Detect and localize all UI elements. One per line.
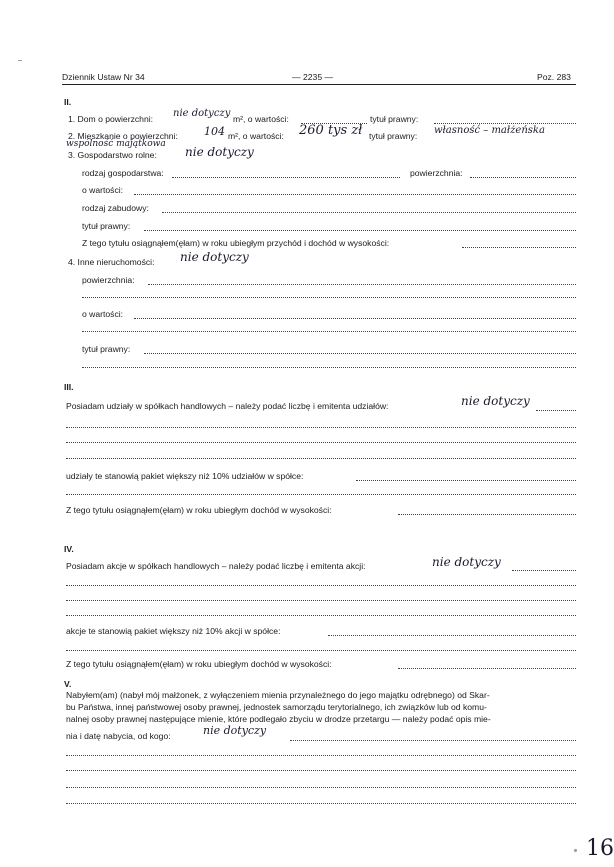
other-property-handwritten: nie dotyczy xyxy=(180,250,249,264)
acquired-field xyxy=(290,740,576,741)
other-value-label: o wartości: xyxy=(82,309,124,319)
acquired-field-2 xyxy=(66,755,576,756)
flat-title-label: tytuł prawny: xyxy=(369,131,418,141)
acquired-field-4 xyxy=(66,787,576,788)
section-5-heading: V. xyxy=(64,679,72,689)
other-area-field xyxy=(148,284,576,285)
shares-income-field xyxy=(398,514,576,515)
farm-label: 3. Gospodarstwo rolne: xyxy=(68,150,157,160)
stocks-field-2 xyxy=(66,585,576,586)
house-value-label: m², o wartości: xyxy=(233,114,289,124)
other-title-field xyxy=(144,353,576,354)
acquired-field-3 xyxy=(66,770,576,771)
acquired-line-4: nia i datę nabycia, od kogo: xyxy=(66,731,171,741)
house-title-field xyxy=(434,123,576,124)
farm-type-field xyxy=(172,177,400,178)
stocks-field xyxy=(512,570,576,571)
farm-income-label: Z tego tytułu osiągnąłem(ęłam) w roku ubiegłym przychód i dochód w wysokości: xyxy=(82,238,390,248)
flat-value-handwritten: 260 tys zł xyxy=(299,123,363,138)
section-2-heading: II. xyxy=(64,97,72,107)
farm-buildings-label: rodzaj zabudowy: xyxy=(82,203,149,213)
shares-package-field xyxy=(356,480,576,481)
acquired-line-3: nalnej osoby prawnej następujące mienie, które podlegało zbyciu w drodze przetargu — należy podać opis mie- xyxy=(66,714,491,724)
farm-value-label: o wartości: xyxy=(82,185,124,195)
flat-value-label: m², o wartości: xyxy=(228,131,284,141)
flat-area-label: 2. Mieszkanie o powierzchni: xyxy=(68,131,178,141)
section-3-heading: III. xyxy=(64,382,74,392)
farm-type-label: rodzaj gospodarstwa: xyxy=(82,168,164,178)
shares-field-2 xyxy=(66,427,576,428)
shares-label: Posiadam udziały w spółkach handlowych – należy podać liczbę i emitenta udziałów: xyxy=(66,401,389,411)
farm-handwritten: nie dotyczy xyxy=(185,145,254,159)
other-title-label: tytuł prawny: xyxy=(82,344,131,354)
acquired-line-1: Nabyłem(am) (nabył mój małżonek, z wyłączeniem mienia przynależnego do jego majątku odrębnego) od Skar- xyxy=(66,690,490,700)
position-number: Poz. 283 xyxy=(537,72,571,82)
shares-package-label: udziały te stanowią pakiet większy niż 10% udziałów w spółce: xyxy=(66,471,304,481)
farm-value-field xyxy=(134,194,576,195)
shares-handwritten: nie dotyczy xyxy=(461,394,530,408)
stocks-income-field xyxy=(398,668,576,669)
other-title-field-2 xyxy=(82,367,576,368)
flat-area-handwritten: 104 xyxy=(204,125,225,138)
farm-title-field xyxy=(144,230,576,231)
house-area-label: 1. Dom o powierzchni: xyxy=(68,114,154,124)
stocks-label: Posiadam akcje w spółkach handlowych – należy podać liczbę i emitenta akcji: xyxy=(66,561,366,571)
stocks-package-field-2 xyxy=(66,650,576,651)
flat-title-handwritten: własność – małżeńska xyxy=(434,125,545,136)
shares-income-label: Z tego tytułu osiągnąłem(ęłam) w roku ubiegłym dochód w wysokości: xyxy=(66,505,332,515)
journal-title: Dziennik Ustaw Nr 34 xyxy=(62,72,145,82)
stocks-handwritten: nie dotyczy xyxy=(432,555,501,569)
header-rule xyxy=(62,84,576,85)
ink-dot xyxy=(574,849,577,852)
section-4-heading: IV. xyxy=(64,544,74,554)
house-area-handwritten: nie dotyczy xyxy=(173,108,231,119)
farm-title-label: tytuł prawny: xyxy=(82,221,131,231)
acquired-line-2: bu Państwa, innej państwowej osoby prawnej, jednostek samorządu terytorialnego, ich związków lub od komu- xyxy=(66,702,487,712)
farm-area-label: powierzchnia: xyxy=(410,168,463,178)
stocks-field-3 xyxy=(66,600,576,601)
stocks-package-label: akcje te stanowią pakiet większy niż 10% akcji w spółce: xyxy=(66,626,281,636)
scan-speck xyxy=(18,60,22,61)
other-area-label: powierzchnia: xyxy=(82,275,135,285)
handwritten-page-mark: 16 xyxy=(586,836,614,861)
other-property-label: 4. Inne nieruchomości: xyxy=(68,257,155,267)
shares-package-field-2 xyxy=(66,494,576,495)
other-area-field-2 xyxy=(82,297,576,298)
shares-field-4 xyxy=(66,458,576,459)
shares-field-3 xyxy=(66,442,576,443)
farm-buildings-field xyxy=(162,212,576,213)
farm-area-field xyxy=(470,177,576,178)
flat-title-note-handwritten: wspólność majątkowa xyxy=(66,139,166,149)
other-value-field-2 xyxy=(82,331,576,332)
stocks-package-field xyxy=(328,635,576,636)
other-value-field xyxy=(134,318,576,319)
stocks-income-label: Z tego tytułu osiągnąłem(ęłam) w roku ubiegłym dochód w wysokości: xyxy=(66,659,332,669)
house-title-label: tytuł prawny: xyxy=(370,114,419,124)
page-number: — 2235 — xyxy=(292,72,334,82)
acquired-handwritten: nie dotyczy xyxy=(203,724,267,737)
shares-field xyxy=(536,410,576,411)
farm-income-field xyxy=(462,247,576,248)
stocks-field-4 xyxy=(66,615,576,616)
acquired-field-5 xyxy=(66,803,576,804)
